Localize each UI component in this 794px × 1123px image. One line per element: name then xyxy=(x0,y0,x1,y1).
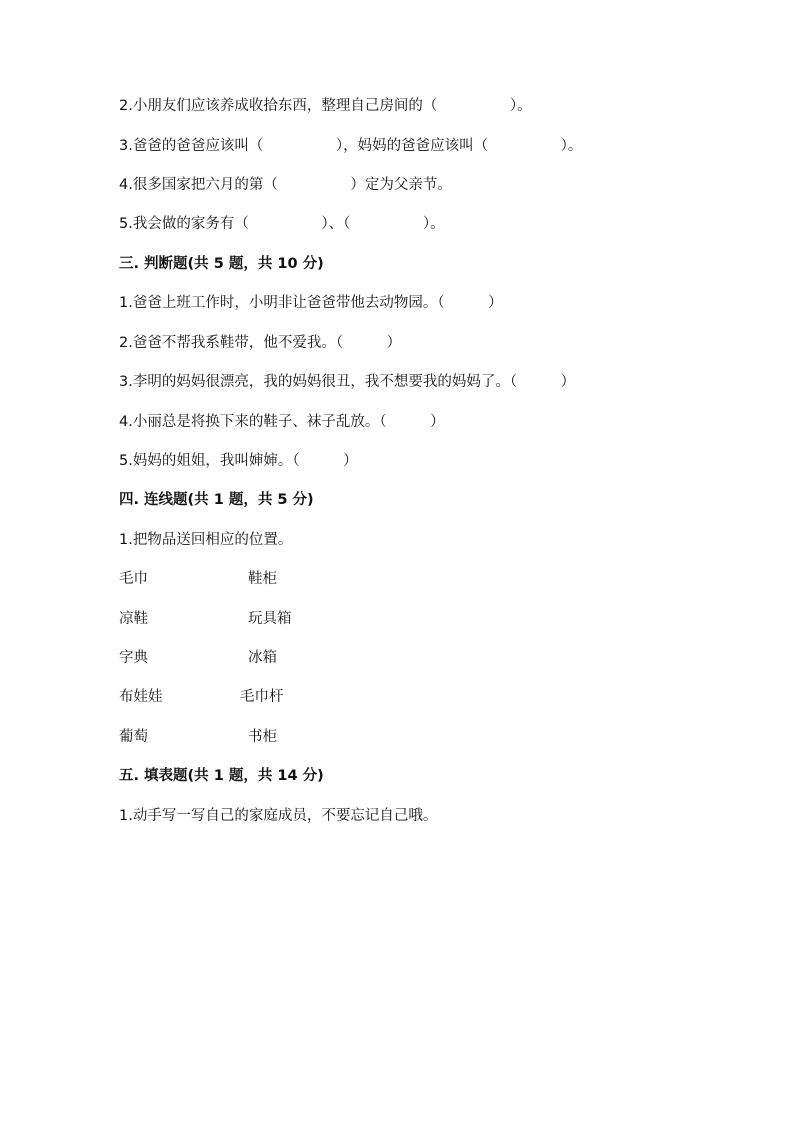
matching-section-heading: 四. 连线题(共 1 题，共 5 分) xyxy=(119,492,314,508)
table-fill-question: 1.动手写一写自己的家庭成员，不要忘记自己哦。 xyxy=(119,808,438,824)
judge-question-2: 2.爸爸不帮我系鞋带，他不爱我。（ ） xyxy=(119,335,402,351)
matching-right-item: 玩具箱 xyxy=(248,611,292,627)
judge-question-3: 3.李明的妈妈很漂亮，我的妈妈很丑，我不想要我的妈妈了。（ ） xyxy=(119,374,576,390)
judge-question-5: 5.妈妈的姐姐，我叫婶婶。（ ） xyxy=(119,453,358,469)
matching-right-item: 毛巾杆 xyxy=(240,689,284,705)
judge-question-1: 1.爸爸上班工作时，小明非让爸爸带他去动物园。（ ） xyxy=(119,295,503,311)
fill-blank-question-5: 5.我会做的家务有（ ）、（ ）。 xyxy=(119,216,445,232)
matching-left-item: 葡萄 xyxy=(119,729,148,745)
matching-right-item: 书柜 xyxy=(248,729,277,745)
matching-left-item: 凉鞋 xyxy=(119,611,148,627)
matching-question: 1.把物品送回相应的位置。 xyxy=(119,532,293,548)
fill-blank-question-3: 3.爸爸的爸爸应该叫（ ），妈妈的爸爸应该叫（ ）。 xyxy=(119,138,583,154)
matching-right-item: 鞋柜 xyxy=(248,571,277,587)
judge-section-heading: 三. 判断题(共 5 题，共 10 分) xyxy=(119,256,324,272)
fill-blank-question-4: 4.很多国家把六月的第（ ）定为父亲节。 xyxy=(119,177,452,193)
matching-left-item: 字典 xyxy=(119,650,148,666)
matching-right-item: 冰箱 xyxy=(248,650,277,666)
matching-left-item: 毛巾 xyxy=(119,571,148,587)
table-fill-section-heading: 五. 填表题(共 1 题，共 14 分) xyxy=(119,768,324,784)
fill-blank-question-2: 2.小朋友们应该养成收拾东西，整理自己房间的（ ）。 xyxy=(119,98,532,114)
judge-question-4: 4.小丽总是将换下来的鞋子、袜子乱放。（ ） xyxy=(119,414,445,430)
matching-left-item: 布娃娃 xyxy=(119,689,163,705)
